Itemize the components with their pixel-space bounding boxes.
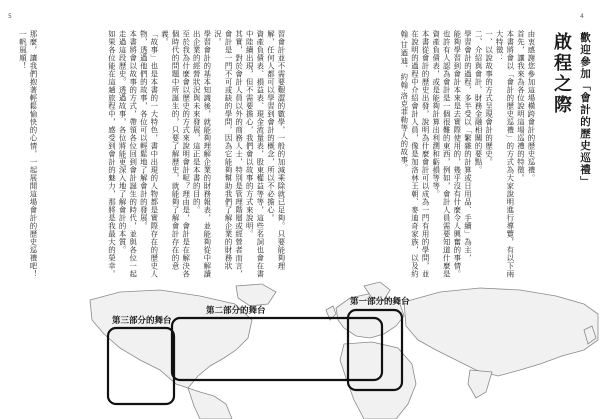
left-paragraph: 習會計並不需要艱澀的數學，一般的加減乘除就已足夠。只要能夠理解，任何人都可以學習到會計的概念，所以不必擔心。	[266, 30, 286, 270]
world-map	[0, 280, 600, 419]
chapter-subtitle: 歡迎參加「會計的歷史巡禮」	[579, 32, 591, 188]
stage-label-part-two: 第二部分的舞台	[206, 306, 266, 316]
left-page-body	[40, 30, 286, 278]
right-paragraph: 由衷感謝您參加這場橫跨會計的歷史巡禮。	[527, 30, 536, 182]
stage-label-part-three: 第三部分的舞台	[112, 316, 172, 326]
left-paragraph: 本書將會以故事的方式，帶領各位回到會計誕生的時代，並與各位一起走過這段歷史。透過故事，各位將能更深入地了解會計的本質。	[118, 30, 138, 278]
right-paragraph: 二、介紹與會計、財務金融相關的要點。	[474, 30, 484, 174]
right-paragraph: 首先，讓我來為各位說明這場巡禮的特徵。	[516, 30, 526, 182]
right-page-body	[336, 30, 536, 278]
right-paragraph: 本書將會以「會計的歷史巡禮」的方式為大家說明進行導覽，有以下兩大特徵：	[495, 30, 515, 278]
right-paragraph: 能夠學習到會計本來是去實際使用的，幾乎沒有什麼令人興奮的事情。	[452, 30, 462, 278]
right-paragraph: 本書從會計的歷史出發，說明為什麼會計可以成為一門有用的學問，並在說明的過程中介紹會計人員，像是加洛林王朝、麥迪奇家族，以及約翰·甘迺迪、約翰·洛克菲勒等人的故事。	[399, 30, 431, 278]
left-paragraph: 如果各位能在這趟旅程中，感受到會計的魅力，那將是我最大的榮幸。	[107, 30, 117, 278]
right-paragraph: 也許有人認為會計是一個很難的東西，例如，會計人員需要知道什麼是資產負債表，或是能夠計算出利潤和虧損等等。	[431, 30, 452, 278]
chapter-title: 啟程之際	[551, 32, 572, 116]
closing-text: 那麼，讓我們抱著輕鬆愉快的心情，一起展開這場會計的歷史巡禮吧！	[29, 30, 38, 278]
left-paragraph: 至於我為什麼會以歷史的方式來說明會計呢？理由是，會計是在解決各個時代的問題中所誕生的，只要了解歷史，就能夠了解會計存在的意義。	[160, 30, 191, 278]
stage-label-part-one: 第一部分的舞台	[350, 297, 410, 307]
left-paragraph: 學習會計的基本知識後，就能夠理解企業的財務報表，並能夠從中解讀出企業的經營狀況與未來發展，這正是本書的目的。	[192, 30, 212, 278]
closing-sign-off: 一帆風順！	[18, 30, 28, 70]
right-paragraph: 一、以說故事的方式呈現會計的歷史。	[484, 30, 494, 166]
left-paragraph: 「故事」也是本書的一大特色，書中出現的人物都是實際存在的歷史人物，透過他們的故事，各位可以輕鬆地了解會計的發展。	[139, 30, 159, 278]
page-number-right: 4	[580, 13, 584, 20]
left-paragraph: 其實，對於會計人員以外的商務人士，特別是管理階層或經營者而言，會計是一門不可或缺的學問，因為它能夠幫助我們了解企業的財務狀況。	[213, 30, 244, 278]
closing-column	[18, 30, 38, 278]
left-paragraph: 資產負債表、損益表、現金流量表，股東權益等等，這些名詞也會在書中陸續出現，但不需要擔心，我們會以故事的方式來說明。	[245, 30, 265, 278]
page-number-left: 5	[8, 13, 12, 20]
map-landmass	[90, 282, 598, 419]
right-paragraph: 學習會計的過程，多半受以「繁雜的計算或日用品、手續」為主，	[463, 30, 473, 262]
